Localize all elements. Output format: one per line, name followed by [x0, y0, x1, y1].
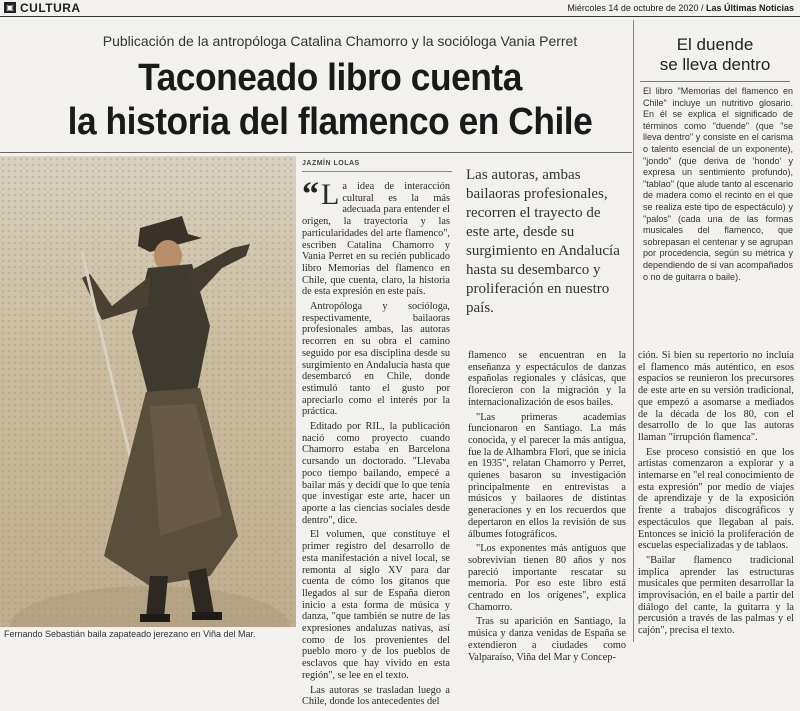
paragraph: Ese proceso consistió en que los artistas comenzaron a explorar y a intemarse en "el real conocimiento de esta expresión" por medio de viajes de aprendizaje y de la exposición frente a trabajos discográficos y espectáculos que llegaban al país. Entonces se inició la proliferación de escuelas especializadas y de tablaos. [638, 446, 794, 552]
newspaper-logo-icon: ▣ [4, 2, 16, 13]
headline-line-1: Taconeado libro cuenta [138, 57, 522, 99]
photo-caption: Fernando Sebastián baila zapateado jerezano en Viña del Mar. [4, 629, 256, 639]
paragraph [302, 176, 450, 298]
page-header [0, 0, 800, 17]
pull-quote: Las autoras, ambas bailaoras profesionales, recorren el trayecto de este arte, desde su surgimiento en Andalucía hasta su desembarco y proliferación en nuestro país. [466, 167, 620, 316]
headline-line-2: la historia del flamenco en Chile [67, 101, 593, 143]
article-column-3 [638, 350, 794, 640]
kicker: Publicación de la antropóloga Catalina Chamorro y la socióloga Vania Perret [102, 33, 578, 49]
byline: JAZMÍN LOLAS [302, 160, 360, 167]
sidebar-title-line-1: El duende [676, 35, 754, 54]
dancer-photo [0, 156, 296, 627]
paragraph: Editado por RIL, la publicación nació como proyecto cuando Chamorro estaba en Barcelona cursando un doctorado. "Llevaba poco tiempo bailando, empecé a bailar más y decidí que lo que tenía que investigar este arte, hacer un aporte a las ciencias sociales desde dentro", dice. [302, 421, 450, 526]
publication-name: Las Últimas Noticias [705, 3, 794, 13]
paragraph: Antropóloga y socióloga, respectivamente, bailaoras profesionales ambas, las autoras recorren en su obra el camino seguido por esa disciplina desde su surgimiento en Andalucía hasta que desembarcó en Chile, donde estimuló tanto el gusto por apreciarlo como el interés por la práctica. [302, 301, 450, 418]
paragraph: Tras su aparición en Santiago, la música y danza venidas de España se extendieron a ciudades como Valparaíso, Viña del Mar y Concep- [468, 616, 626, 663]
article-column-2 [468, 350, 626, 666]
date-text: Miércoles 14 de octubre de 2020 / [567, 3, 704, 13]
divider [0, 152, 632, 153]
issue-date [567, 3, 794, 13]
paragraph: flamenco se encuentran en la enseñanza y espectáculos de danzas españolas regionales y clásicas, que florecieron con la migración y la internacionalización de esos bailes. [468, 350, 626, 408]
paragraph: "Bailar flamenco tradicional implica aprender las estructuras musicales que permiten desarrollar la improvisación, en el baile a partir del diálogo del cante, la guitarra y la percusión a través de las palmas y el cajón", precisa el texto. [638, 554, 794, 637]
sidebar-divider [640, 81, 790, 82]
article-column-1 [302, 176, 450, 711]
paragraph: El volumen, que constituye el primer registro del desarrollo de esta manifestación a nivel local, se remonta al siglo XV para dar cuenta de cómo los gitanos que llegados al sur de España dieron inicio a esta forma de música y danza, "que también se nutre de las expresiones andaluzas nativas, así como de los provenientes del pueblo moro y de los pueblos de esclavos que hay vivido en esta región", se lee en el texto. [302, 529, 450, 681]
sidebar-title [640, 35, 790, 75]
sidebar-title-line-2: se lleva dentro [659, 55, 771, 74]
column-divider [633, 20, 634, 642]
headline [51, 56, 609, 144]
byline-divider [302, 171, 452, 172]
paragraph: "Las primeras academias funcionaron en Santiago. La más conocida, y el parecer la más antigua, fue la de Alhambra Flori, que se inicia en 1935", relatan Chamorro y Perret, quienes basaron su investigación principalmente en entrevistas a músicos y bailaores de distintas generaciones y en los recuerdos que depertaron en ellos la revisión de sus álbumes fotográficos. [468, 411, 626, 540]
dancer-photo-illustration [0, 156, 296, 627]
drop-cap: L [321, 178, 340, 211]
paragraph: Las autoras se trasladan luego a Chile, donde los antecedentes del [302, 684, 450, 708]
paragraph-text: a idea de interacción cultural es la más adecuada para entender el origen, la trayectoria y las particularidades del arte flamenco", escriben Catalina Chamorro y Vania Perret en su recién publicado libro Memorias del flamenco en Chile, que cuenta, claro, la historia de esta expresión en este país. [302, 181, 450, 298]
paragraph: "Los exponentes más antiguos que sobrevivían tienen 80 años y nos pareció importante rescatar su memoria. Por eso este libro está centrado en los orígenes", explica Chamorro. [468, 543, 626, 613]
sidebar-body: El libro "Memorias del flamenco en Chile" incluye un nutritivo glosario. En él se explica el significado de términos como "duende" (que "se lleva dentro" y consiste en el carisma o talento esencial de un exponente), "jondo" (que deriva de 'hondo' y expresa un sentimiento profundo), "tablao" (que alude tanto al escenario de madera como el recinto en el que se realiza este tipo de espectáculo) y "palos" (cada una de las formas musicales del flamenco, que sobrepasan el centenar y se agrupan por procedencia, según su métrica y dependiendo de si van acompañados o no de guitarra o baile). [643, 86, 793, 282]
section-name: CULTURA [20, 1, 81, 15]
paragraph: ción. Si bien su repertorio no incluía el flamenco más auténtico, en esos espacios se reunieron los precursores de este arte en su versión tradicional, que empezó a asomarse a mediados de la década de los 80, con el desarrollo de lo que las autoras llaman "irrupción flamenca". [638, 350, 794, 443]
opening-quote-mark: “ [302, 176, 319, 213]
